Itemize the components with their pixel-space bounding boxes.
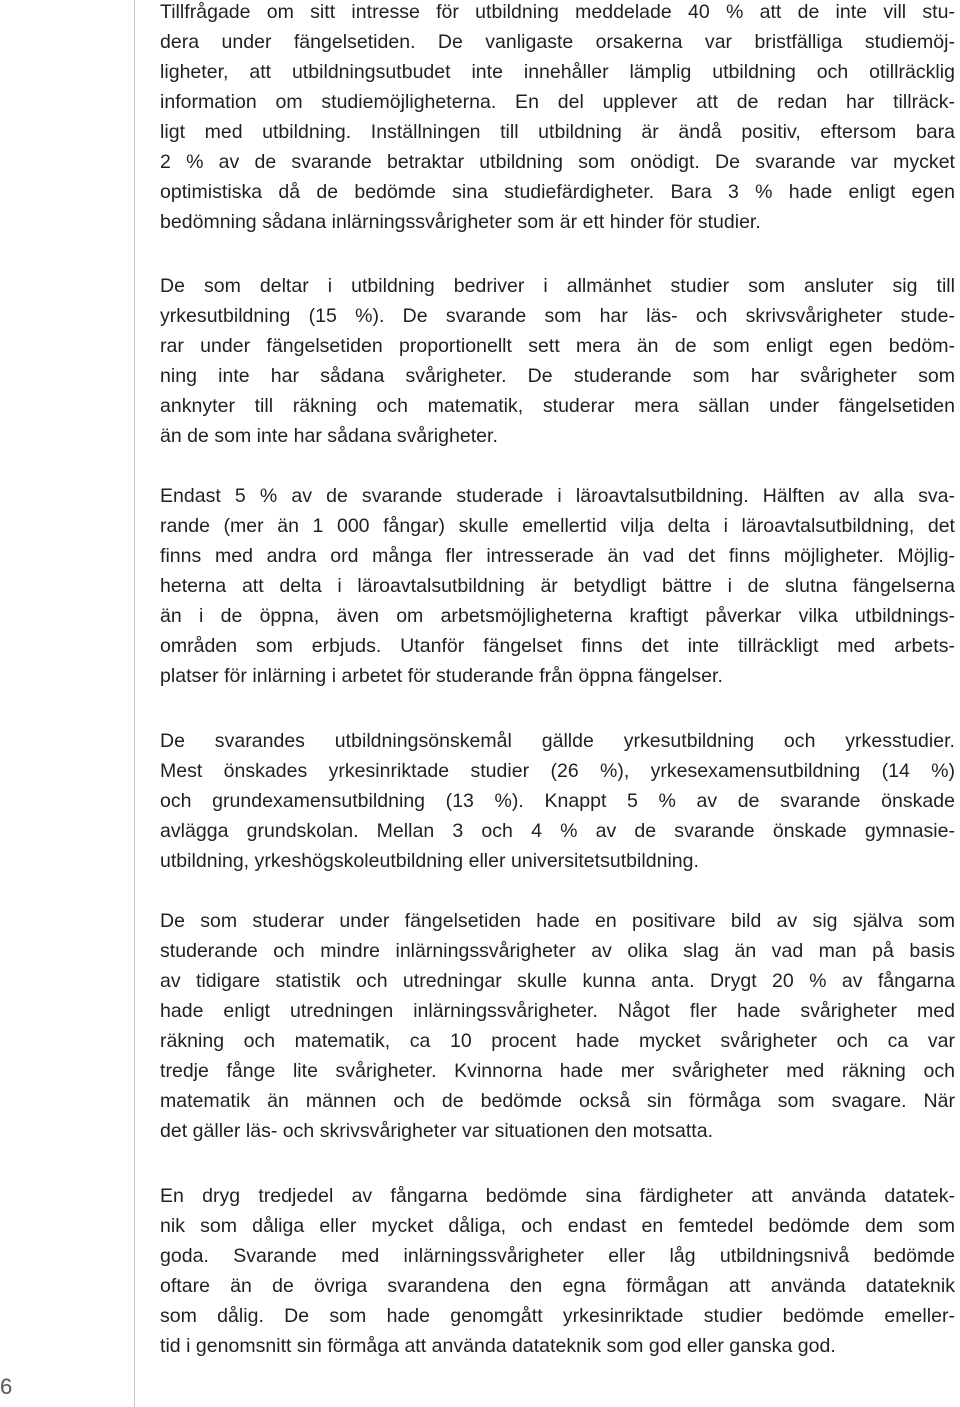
paragraph-line: Endast 5 % av de svarande studerade i läroavtalsutbildning. Hälften av alla sva- xyxy=(160,485,955,507)
paragraph-line: platser för inlärning i arbetet för studerande från öppna fängelser. xyxy=(160,665,723,687)
paragraph-line: yrkesutbildning (15 %). De svarande som har läs- och skrivsvårigheter stude- xyxy=(160,305,955,327)
paragraph-line: bedömning sådana inlärningssvårigheter som är ett hinder för studier. xyxy=(160,211,761,233)
paragraph-line: finns med andra ord många fler intresserade än vad det finns möjligheter. Möjlig- xyxy=(160,545,955,567)
paragraph-line: räkning och matematik, ca 10 procent hade mycket svårigheter och ca var xyxy=(160,1030,955,1052)
paragraph-line: oftare än de övriga svarandena den egna förmågan att använda datateknik xyxy=(160,1275,955,1297)
paragraph-line: optimistiska då de bedömde sina studiefärdigheter. Bara 3 % hade enligt egen xyxy=(160,181,955,203)
paragraph-line: studerande och mindre inlärningssvårigheter av olika slag än vad man på basis xyxy=(160,940,955,962)
paragraph-1 xyxy=(160,0,955,237)
paragraph-line: avlägga grundskolan. Mellan 3 och 4 % av de svarande önskade gymnasie- xyxy=(160,820,955,842)
paragraph-line: 2 % av de svarande betraktar utbildning som onödigt. De svarande var mycket xyxy=(160,151,955,173)
margin-rule xyxy=(134,0,135,1407)
paragraph-line: utbildning, yrkeshögskoleutbildning eller universitetsutbildning. xyxy=(160,850,699,872)
page-number: 6 xyxy=(0,1374,13,1399)
paragraph-line: matematik än männen och de bedömde också sin förmåga som svagare. När xyxy=(160,1090,955,1112)
paragraph-line: heterna att delta i läroavtalsutbildning är betydligt bättre i de slutna fängelserna xyxy=(160,575,955,597)
paragraph-line: dera under fängelsetiden. De vanligaste orsakerna var bristfälliga studiemöj- xyxy=(160,31,955,53)
paragraph-line: De som deltar i utbildning bedriver i allmänhet studier som ansluter sig till xyxy=(160,275,955,297)
paragraph-line: De som studerar under fängelsetiden hade en positivare bild av sig själva som xyxy=(160,910,955,932)
paragraph-line: information om studiemöjligheterna. En del upplever att de redan har tillräck- xyxy=(160,91,955,113)
paragraph-line: Tillfrågade om sitt intresse för utbildning meddelade 40 % att de inte vill stu- xyxy=(160,1,955,23)
paragraph-line: En dryg tredjedel av fångarna bedömde sina färdigheter att använda datatek- xyxy=(160,1185,955,1207)
paragraph-line: tid i genomsnitt sin förmåga att använda datateknik som god eller ganska god. xyxy=(160,1335,836,1357)
paragraph-line: Mest önskades yrkesinriktade studier (26 %), yrkesexamensutbildning (14 %) xyxy=(160,760,955,782)
paragraph-line: goda. Svarande med inlärningssvårigheter eller låg utbildningsnivå bedömde xyxy=(160,1245,955,1267)
paragraph-line: rar under fängelsetiden proportionellt sett mera än de som enligt egen bedöm- xyxy=(160,335,955,357)
paragraph-line: rande (mer än 1 000 fångar) skulle emellertid vilja delta i läroavtalsutbildning, det xyxy=(160,515,955,537)
paragraph-line: ligheter, att utbildningsutbudet inte innehåller lämplig utbildning och otillräcklig xyxy=(160,61,955,83)
paragraph-line: det gäller läs- och skrivsvårigheter var situationen den motsatta. xyxy=(160,1120,714,1142)
paragraph-line: tredje fånge lite svårigheter. Kvinnorna hade mer svårigheter med räkning och xyxy=(160,1060,955,1082)
paragraph-4 xyxy=(160,726,955,876)
paragraph-line: anknyter till räkning och matematik, studerar mera sällan under fängelsetiden xyxy=(160,395,955,417)
paragraph-line: hade enligt utredningen inlärningssvårigheter. Något fler hade svårigheter med xyxy=(160,1000,955,1022)
paragraph-line: De svarandes utbildningsönskemål gällde yrkesutbildning och yrkesstudier. xyxy=(160,730,955,752)
paragraph-line: än i de öppna, även om arbetsmöjligheterna kraftigt påverkar vilka utbildnings- xyxy=(160,605,955,627)
paragraph-line: ligt med utbildning. Inställningen till utbildning är ändå positiv, eftersom bara xyxy=(160,121,955,143)
paragraph-line: områden som erbjuds. Utanför fängelset finns det inte tillräckligt med arbets- xyxy=(160,635,955,657)
paragraph-3 xyxy=(160,481,955,691)
paragraph-line: och grundexamensutbildning (13 %). Knappt 5 % av de svarande önskade xyxy=(160,790,955,812)
paragraph-line: nik som dåliga eller mycket dåliga, och endast en femtedel bedömde dem som xyxy=(160,1215,955,1237)
paragraph-6 xyxy=(160,1181,955,1361)
paragraph-5 xyxy=(160,906,955,1146)
paragraph-line: än de som inte har sådana svårigheter. xyxy=(160,425,498,447)
paragraph-line: ning inte har sådana svårigheter. De studerande som har svårigheter som xyxy=(160,365,955,387)
paragraph-line: av tidigare statistik och utredningar skulle kunna anta. Drygt 20 % av fångarna xyxy=(160,970,955,992)
paragraph-2 xyxy=(160,271,955,451)
paragraph-line: som dålig. De som hade genomgått yrkesinriktade studier bedömde emeller- xyxy=(160,1305,955,1327)
